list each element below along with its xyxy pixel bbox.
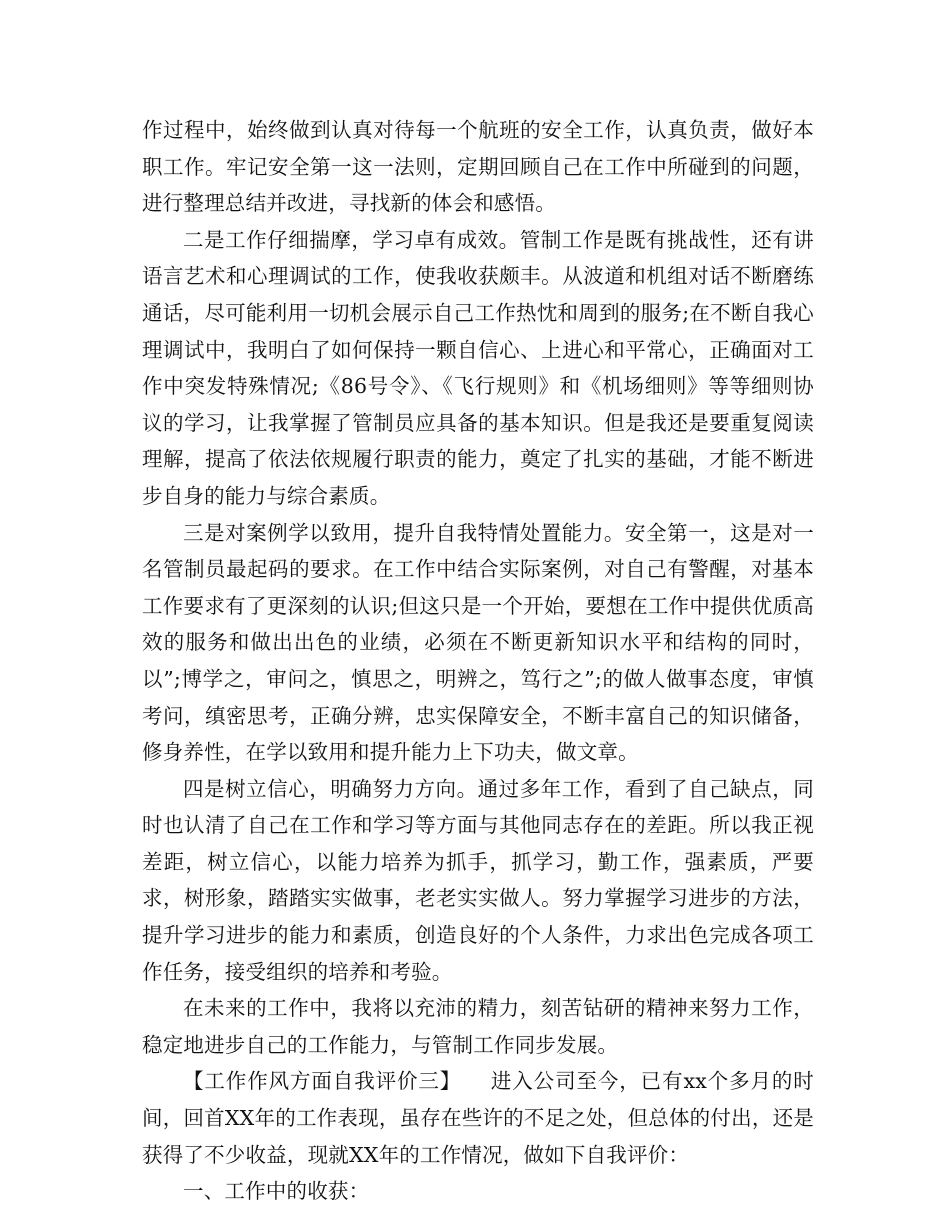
paragraph-3: 三是对案例学以致用，提升自我特情处置能力。安全第一，这是对一名管制员最起码的要求。在工作中结合实际案例，对自己有警醒，对基本工作要求有了更深刻的认识;但这只是一个开始，要想在工作中提供优质高效的服务和做出出色的业绩，必须在不断更新知识水平和结构的同时，以”;博学之，审问之，慎思之，明辨之，笃行之”;的做人做事态度，审慎考问，缜密思考，正确分辨，忠实保障安全，不断丰富自己的知识储备，修身养性，在学以致用和提升能力上下功夫，做文章。 (142, 520, 814, 765)
subheading: 一、工作中的收获： (183, 1179, 370, 1204)
section-text: 进入公司至今，已有xx个多月的时间，回首XX年的工作表现，虽存在些许的不足之处，但总体的付出，还是获得了不少收益，现就XX年的工作情况，做如下自我评价： (142, 1069, 814, 1167)
paragraph-4: 四是树立信心，明确努力方向。通过多年工作，看到了自己缺点，同时也认清了自己在工作和学习等方面与其他同志存在的差距。所以我正视差距，树立信心，以能力培养为抓手，抓学习，勤工作，强素质，严要求，树形象，踏踏实实做事，老老实实做人。努力掌握学习进步的方法，提升学习进步的能力和素质，创造良好的个人条件，力求出色完成各项工作任务，接受组织的培养和考验。 (142, 776, 814, 984)
paragraph-5: 在未来的工作中，我将以充沛的精力，刻苦钻研的精神来努力工作，稳定地进步自己的工作能力，与管制工作同步发展。 (142, 996, 814, 1057)
section-title: 【工作作风方面自我评价三】 (183, 1069, 462, 1094)
document-body (142, 112, 814, 1210)
paragraph-1: 作过程中，始终做到认真对待每一个航班的安全工作，认真负责，做好本职工作。牢记安全第一这一法则，定期回顾自己在工作中所碰到的问题，进行整理总结并改进，寻找新的体会和感悟。 (142, 118, 814, 216)
section-gap (461, 1069, 491, 1093)
paragraph-2: 二是工作仔细揣摩，学习卓有成效。管制工作是既有挑战性，还有讲语言艺术和心理调试的工作，使我收获颇丰。从波道和机组对话不断磨练通话，尽可能利用一切机会展示自己工作热忱和周到的服务;在不断自我心理调试中，我明白了如何保持一颗自信心、上进心和平常心，正确面对工作中突发特殊情况;《86号令》、《飞行规则》和《机场细则》等等细则协议的学习，让我掌握了管制员应具备的基本知识。但是我还是要重复阅读理解，提高了依法依规履行职责的能力，奠定了扎实的基础，才能不断进步自身的能力与综合素质。 (142, 227, 814, 508)
section-paragraph (142, 1063, 814, 1173)
